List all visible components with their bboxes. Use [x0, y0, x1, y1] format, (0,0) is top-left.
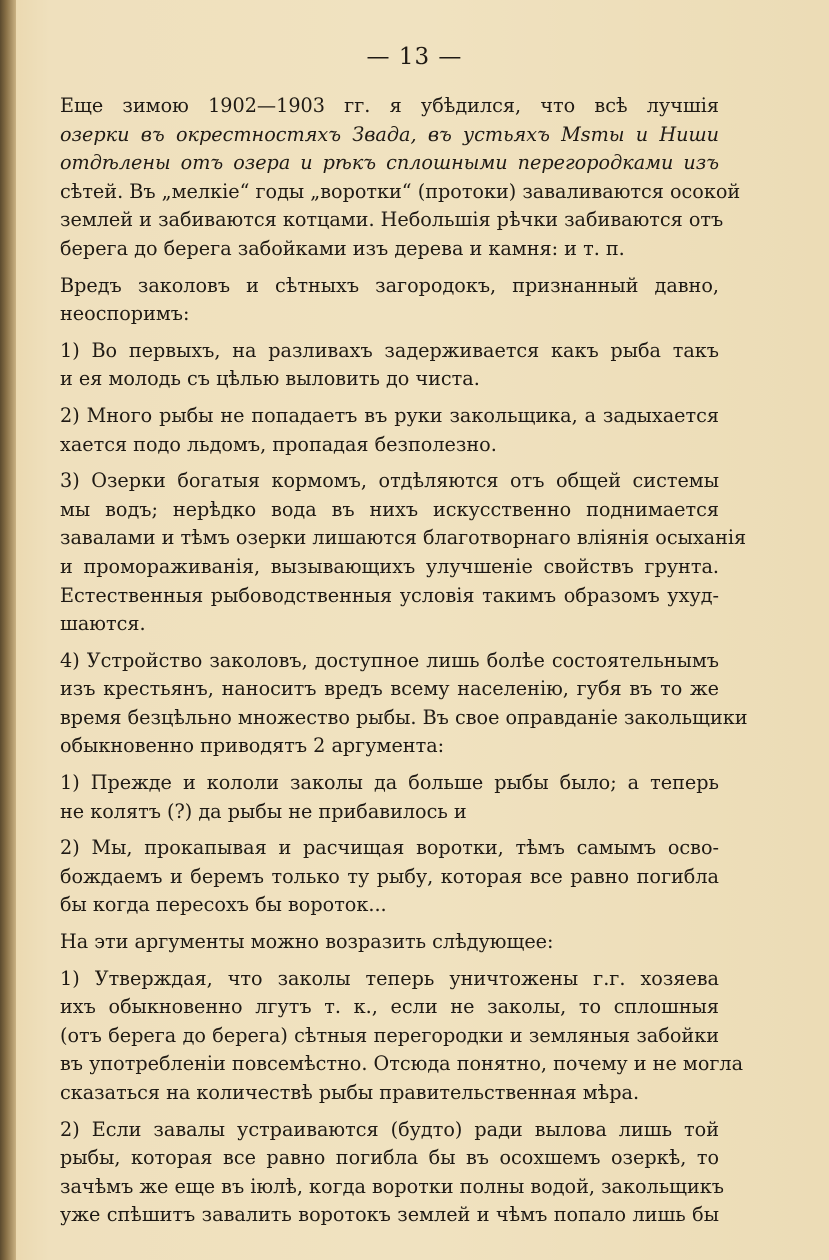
paragraph: [60, 769, 719, 826]
paragraph: [60, 272, 719, 329]
text-line: сѣтей. Въ „мелкіе“ годы „воротки“ (протоки) заваливаются осокой: [60, 179, 741, 203]
text-line: озерки въ окрестностяхъ Звада, въ устьяхъ Msты и Ниши: [60, 122, 719, 146]
text-line: бы когда пересохъ бы вороток...: [60, 893, 387, 917]
paragraph: [60, 337, 719, 394]
text-line: завалами и тѣмъ озерки лишаются благотворнаго вліянія осыханія: [60, 526, 747, 550]
text-line: ихъ обыкновенно лгутъ т. к., если не заколы, то сплошныя: [60, 995, 719, 1019]
book-spine-shadow: [0, 0, 16, 1260]
text-line: отдѣлены отъ озера и рѣкъ сплошными перегородками изъ: [60, 151, 719, 175]
text-line: 1) Прежде и кололи заколы да больше рыбы было; а теперь: [60, 771, 719, 795]
text-line: въ употребленіи повсемѣстно. Отсюда понятно, почему и не могла: [60, 1052, 744, 1076]
text-line: рыбы, которая все равно погибла бы въ осохшемъ озеркѣ, то: [60, 1146, 719, 1170]
text-line: 4) Устройство заколовъ, доступное лишь болѣе состоятельнымъ: [60, 648, 719, 672]
paragraph: [60, 647, 748, 761]
text-line: 2) Мы, прокапывая и расчищая воротки, тѣмъ самымъ осво-: [60, 836, 719, 860]
text-line: 2) Много рыбы не попадаетъ въ руки закольщика, а задыхается: [60, 403, 719, 427]
text-line: 3) Озерки богатыя кормомъ, отдѣляются отъ общей системы: [60, 469, 719, 493]
paragraph: [60, 834, 719, 920]
paragraph: [60, 467, 747, 639]
text-line: неоспоримъ:: [60, 302, 190, 326]
text-line: и ея молодь съ цѣлью выловить до чиста.: [60, 367, 480, 391]
text-line: (отъ берега до берега) сѣтныя перегородки и земляныя забойки: [60, 1023, 719, 1047]
page-number: — 13 —: [366, 44, 463, 70]
text-line: бождаемъ и беремъ только ту рыбу, которая все равно погибла: [60, 864, 719, 888]
text-line: берега до берега забойками изъ дерева и камня: и т. п.: [60, 236, 625, 260]
paragraph: [60, 1116, 724, 1230]
text-line: Еще зимою 1902—1903 гг. я убѣдился, что всѣ лучшія: [60, 94, 719, 117]
text-line: шаются.: [60, 612, 146, 636]
text-line: 2) Если завалы устраиваются (будто) ради вылова лишь той: [60, 1117, 719, 1141]
text-line: Естественныя рыбоводственныя условія такимъ образомъ ухуд-: [60, 583, 719, 607]
text-line: мы водъ; нерѣдко вода въ нихъ искусственно поднимается: [60, 497, 719, 521]
paragraph: [60, 92, 741, 264]
text-line: уже спѣшитъ завалить воротокъ землей и чѣмъ попало лишь бы: [60, 1203, 719, 1227]
paragraph: [60, 965, 744, 1108]
paragraph: [60, 928, 719, 957]
paragraph: [60, 402, 719, 459]
text-line: сказаться на количествѣ рыбы правительственная мѣра.: [60, 1081, 640, 1104]
text-line: 1) Утверждая, что заколы теперь уничтожены г.г. хозяева: [60, 966, 719, 990]
text-line: хается подо льдомъ, пропадая безполезно.: [60, 432, 497, 456]
text-line: землей и забиваются котцами. Небольшія рѣчки забиваются отъ: [60, 208, 724, 232]
text-line: Вредъ заколовъ и сѣтныхъ загородокъ, признанный давно,: [60, 273, 719, 297]
text-line: 1) Во первыхъ, на разливахъ задерживается какъ рыба такъ: [60, 338, 719, 362]
text-line: изъ крестьянъ, наноситъ вредъ всему населенію, губя въ то же: [60, 677, 719, 701]
text-line: время безцѣльно множество рыбы. Въ свое оправданіе закольщики: [60, 705, 748, 729]
text-line: и промораживанія, вызывающихъ улучшеніе свойствъ грунта.: [60, 554, 719, 578]
page-body: [60, 92, 748, 1230]
text-line: зачѣмъ же еще въ іюлѣ, когда воротки полны водой, закольщикъ: [60, 1174, 724, 1198]
text-line: не колятъ (?) да рыбы не прибавилось и: [60, 799, 467, 823]
text-line: обыкновенно приводятъ 2 аргумента:: [60, 734, 445, 758]
text-line: На эти аргументы можно возразить слѣдующее:: [60, 930, 554, 954]
